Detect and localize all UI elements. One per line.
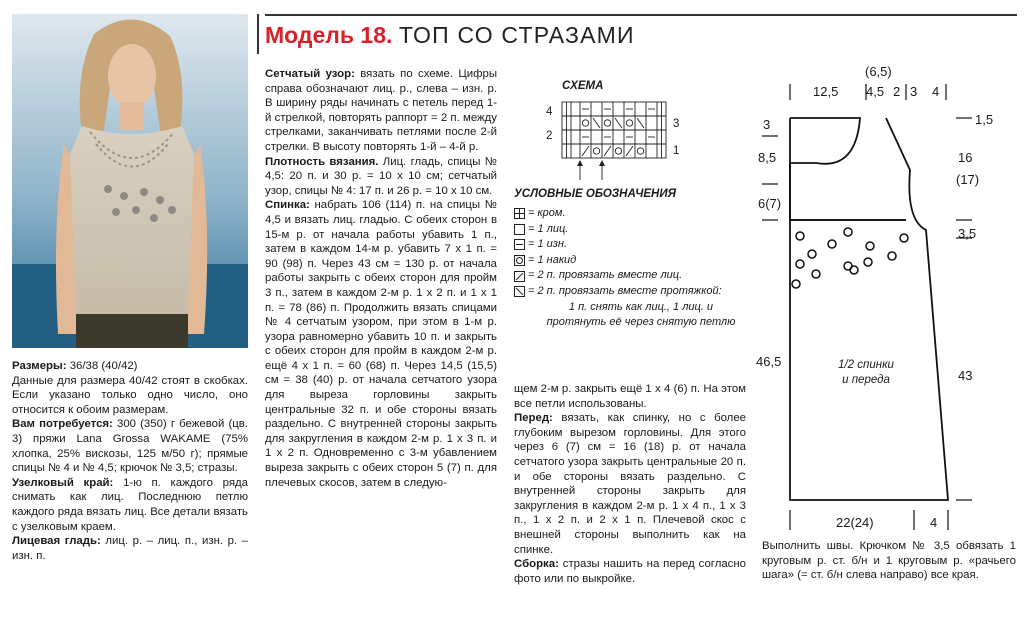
edge-stitch-icon	[514, 208, 525, 219]
finishing-text: Выполнить швы. Крючком № 3,5 обвязать 1 круговым р. ст. б/н и 1 круговым р. «рачьего шага» (= ст. б/н слева направо) все края.	[762, 540, 1016, 582]
mesh-value: вязать по схеме. Цифры справа обозначают лиц. р., слева – изн. р. В ширину ряды начинать с петель перед 1-й стрелкой, повторять раппорт = 2 п. между стрелками, заканчивать петлями после 2-й стрелки. В высоту повторять 1-й – 4-й р.	[265, 68, 498, 153]
legend-text-edge: = кром.	[528, 207, 566, 219]
schema-row-3: 3	[673, 118, 680, 130]
sizes-note: Данные для размера 40/42 стоят в скобках. Если указано только одно число, оно относится к обоим размерам.	[12, 374, 248, 416]
k2tog-icon	[514, 271, 525, 282]
sizes-label: Размеры:	[12, 360, 67, 372]
edge-value: 1-ю п. каждого ряда снимать как лиц. Последнюю петлю каждого ряда вязать лиц. Все детали вязать с узелковым краем.	[12, 476, 248, 533]
legend-text-knit: = 1 лиц.	[528, 222, 569, 235]
left-text-column	[12, 359, 248, 563]
legend-list	[514, 206, 736, 331]
legend-item-knit	[514, 222, 736, 238]
legend-item-ssk	[514, 284, 736, 300]
dim-right-1: 1,5	[975, 112, 994, 127]
assembly-value: стразы нашить на перед согласно фото или по выкройке.	[514, 558, 746, 585]
legend-text-ssk-detail: 1 п. снять как лиц., 1 лиц. и протянуть её через снятую петлю	[546, 300, 736, 329]
dim-right-5: 43	[958, 368, 973, 383]
dim-right-2: 16	[958, 150, 973, 165]
back-label: Спинка:	[265, 199, 310, 212]
right-text-column	[514, 382, 746, 586]
front-value: вязать, как спинку, но с более глубоким вырезом горловины. Для этого через 6 (7) см = 16 (18) р. от начала сетчатого узора закрыть центральные 20 п. и обе стороны вязать раздельно. С внутренней стороны закрыть для закругления в каждом 2-м р. 1 х 4 п., 1 х 3 п., 1 х 2 п. и 2 х 1 п. Плечевой скос с внешней стороны выполнить как на спинке.	[514, 412, 746, 556]
model-title	[265, 22, 635, 49]
dim-right-3: (17)	[956, 172, 980, 187]
legend-title: УСЛОВНЫЕ ОБОЗНАЧЕНИЯ	[514, 188, 676, 200]
schema-row-4: 4	[546, 106, 553, 118]
photo-illustration	[12, 14, 248, 348]
legend-text-ssk: = 2 п. провязать вместе протяжкой:	[528, 284, 722, 297]
dim-top-4: 3	[910, 84, 918, 99]
materials-value: 300 (350) г бежевой (цв. 3) пряжи Lana Grossa WAKAME (75% хлопка, 25% вискозы, 125 м/50 г); прямые спицы № 4 и № 4,5; крючок № 3,5; стразы.	[12, 418, 248, 475]
gauge-value: Лиц. гладь, спицы № 4,5: 20 п. и 30 р. = 10 х 10 см; сетчатый узор, спицы № 4: 17 п. и 26 р. = 10 х 10 см.	[265, 155, 497, 197]
dim-left-2: 8,5	[758, 150, 777, 165]
sizes-value: 36/38 (40/42)	[66, 360, 138, 372]
model-photo	[12, 14, 248, 348]
schema-row-1: 1	[673, 145, 680, 157]
legend-item-purl	[514, 237, 736, 253]
schema-row-2: 2	[546, 130, 553, 142]
header-divider	[257, 14, 259, 54]
pattern-label-line-2: и переда	[842, 374, 890, 386]
legend-item-edge	[514, 206, 736, 222]
dim-top-neck: (6,5)	[865, 64, 892, 79]
mesh-label: Сетчатый узор:	[265, 68, 355, 80]
model-number: Модель 18.	[265, 22, 393, 48]
pattern-diagram	[756, 60, 1018, 540]
pattern-label-line-1: 1/2 спинки	[838, 359, 894, 371]
model-name: ТОП СО СТРАЗАМИ	[398, 22, 635, 48]
ssk-icon	[514, 286, 525, 297]
edge-label: Узелковый край:	[12, 476, 114, 489]
assembly-label: Сборка:	[514, 558, 559, 571]
dim-top-1: 12,5	[813, 84, 839, 99]
pattern-center-label	[826, 358, 906, 388]
front-label: Перед:	[514, 412, 553, 425]
knit-stitch-icon	[514, 224, 525, 235]
legend-text-yarnover: = 1 накид	[528, 253, 577, 266]
schema-grid	[560, 100, 670, 186]
dim-top-5: 4	[932, 84, 940, 99]
gauge-label: Плотность вязания.	[265, 155, 379, 168]
legend-item-yarnover	[514, 253, 736, 269]
dim-right-4: 3,5	[958, 226, 977, 241]
materials-label: Вам потребуется:	[12, 418, 113, 431]
dim-bottom-1: 22(24)	[836, 515, 874, 530]
legend-text-purl: = 1 изн.	[528, 238, 567, 251]
dim-left-1: 3	[763, 117, 771, 132]
middle-text-column	[265, 67, 497, 490]
continue-text: щем 2-м р. закрыть ещё 1 х 4 (6) п. На этом все петли использованы.	[514, 383, 746, 410]
schema-title: СХЕМА	[562, 80, 604, 92]
yarnover-icon	[514, 255, 525, 266]
dim-left-3: 6(7)	[758, 196, 782, 211]
stockinette-value: лиц. р. – лиц. п., изн. р. – изн. п.	[12, 535, 249, 562]
dim-top-3: 2	[893, 84, 901, 99]
dim-left-4: 46,5	[756, 354, 782, 369]
purl-stitch-icon	[514, 239, 525, 250]
back-value: набрать 106 (114) п. на спицы № 4,5 и вязать лиц. гладью. С обеих сторон в 15-м р. от начала работы убавить 1 п., затем в каждом 14-м р. убавить 7 х 1 п. = 90 (98) п. Через 43 см = 130 р. от начала работы закрыть с обеих сторон для пройм 3 п., затем в каждом 2-м р. 1 х 2 п. и 1 х 1 п. = 78 (86) п. Продолжить вязать спицами № 4 сетчатым узором, при этом в 1-м р. узора равномерно убавить 10 п. и закрыть с обеих сторон для пройм в каждом 2-м р. ещё 4 х 1 п. = 60 (68) п. Через 14,5 (15,5) см = 38 (40) р. от начала сетчатого узора для выреза горловины закрыть центральные 32 п. и обе стороны вязать раздельно. С внутренней стороны закрыть для закругления в каждом 2-м р. 1 х 3 п. и 1 х 2 п. Одновременно с 3-м убавлением выреза закрыть с обеих сторон 5 (7) п. для плечевых скосов, затем в следую-	[265, 199, 497, 489]
dim-top-2: 4,5	[866, 84, 885, 99]
dim-bottom-2: 4	[930, 515, 938, 530]
stockinette-label: Лицевая гладь:	[12, 535, 101, 548]
header-rule	[265, 14, 1017, 16]
legend-text-k2tog: = 2 п. провязать вместе лиц.	[528, 269, 683, 282]
legend-item-k2tog	[514, 268, 736, 284]
